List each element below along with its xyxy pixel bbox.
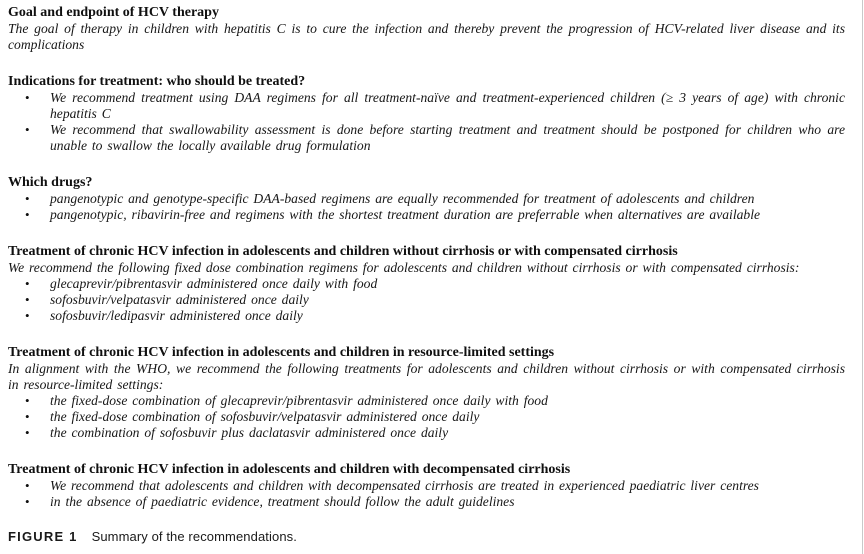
scan-edge-artifact — [862, 0, 863, 554]
recommendation-section — [8, 345, 845, 441]
bullet-text: We recommend that swallowability assessment is done before starting treatment and treatment should be postponed for children who are unable to swallow the locally available drug formulation — [50, 122, 845, 153]
bullet-icon: • — [25, 292, 30, 307]
recommendation-section — [8, 5, 845, 53]
bullet-icon: • — [25, 276, 30, 291]
section-intro: In alignment with the WHO, we recommend the following treatments for adolescents and children without cirrhosis or with compensated cirrhosis in resource-limited settings: — [8, 361, 845, 392]
bullet-icon: • — [25, 191, 30, 206]
bullet-item — [8, 393, 845, 409]
bullet-icon: • — [25, 207, 30, 222]
bullet-item — [8, 276, 845, 292]
section-heading: Which drugs? — [8, 175, 93, 190]
section-bullet-list — [8, 393, 845, 441]
section-intro: We recommend the following fixed dose combination regimens for adolescents and children without cirrhosis or with compensated cirrhosis: — [8, 260, 800, 275]
recommendation-section — [8, 74, 845, 154]
bullet-item — [8, 207, 845, 223]
bullet-item — [8, 191, 845, 207]
bullet-text: sofosbuvir/ledipasvir administered once daily — [50, 308, 303, 323]
section-bullet-list — [8, 90, 845, 154]
bullet-text: the fixed-dose combination of sofosbuvir/velpatasvir administered once daily — [50, 409, 480, 424]
bullet-item — [8, 409, 845, 425]
bullet-icon: • — [25, 478, 30, 493]
bullet-item — [8, 478, 845, 494]
bullet-icon: • — [25, 308, 30, 323]
bullet-text: sofosbuvir/velpatasvir administered once daily — [50, 292, 309, 307]
section-heading: Indications for treatment: who should be treated? — [8, 74, 306, 89]
section-heading: Goal and endpoint of HCV therapy — [8, 5, 219, 20]
bullet-text: the fixed-dose combination of glecaprevir/pibrentasvir administered once daily with food — [50, 393, 548, 408]
bullet-text: pangenotypic and genotype-specific DAA-based regimens are equally recommended for treatment of adolescents and children — [50, 191, 755, 206]
section-bullet-list — [8, 478, 845, 510]
figure-caption-label: FIGURE 1 — [8, 529, 78, 544]
bullet-text: the combination of sofosbuvir plus daclatasvir administered once daily — [50, 425, 449, 440]
bullet-item — [8, 90, 845, 122]
bullet-icon: • — [25, 409, 30, 424]
bullet-item — [8, 494, 845, 510]
bullet-text: We recommend treatment using DAA regimens for all treatment-naïve and treatment-experienced children (≥ 3 years of age) with chronic hepatitis C — [50, 90, 845, 121]
bullet-item — [8, 292, 845, 308]
bullet-icon: • — [25, 90, 30, 105]
bullet-text: in the absence of paediatric evidence, treatment should follow the adult guidelines — [50, 494, 515, 509]
section-heading: Treatment of chronic HCV infection in adolescents and children in resource-limited settings — [8, 345, 555, 360]
bullet-text: glecaprevir/pibrentasvir administered once daily with food — [50, 276, 378, 291]
recommendations-box — [8, 5, 845, 510]
section-bullet-list — [8, 276, 845, 324]
recommendation-section — [8, 175, 845, 223]
bullet-item — [8, 308, 845, 324]
bullet-item — [8, 425, 845, 441]
recommendation-section — [8, 244, 845, 324]
bullet-text: We recommend that adolescents and children with decompensated cirrhosis are treated in experienced paediatric liver centres — [50, 478, 759, 493]
section-bullet-list — [8, 191, 845, 223]
figure-caption — [8, 529, 845, 544]
bullet-item — [8, 122, 845, 154]
section-heading: Treatment of chronic HCV infection in adolescents and children without cirrhosis or with compensated cirrhosis — [8, 244, 678, 259]
bullet-text: pangenotypic, ribavirin-free and regimens with the shortest treatment duration are preferrable when alternatives are available — [50, 207, 761, 222]
bullet-icon: • — [25, 494, 30, 509]
bullet-icon: • — [25, 425, 30, 440]
section-heading: Treatment of chronic HCV infection in adolescents and children with decompensated cirrhosis — [8, 462, 571, 477]
recommendation-section — [8, 462, 845, 510]
bullet-icon: • — [25, 122, 30, 137]
bullet-icon: • — [25, 393, 30, 408]
figure-caption-text: Summary of the recommendations. — [91, 529, 297, 544]
section-intro: The goal of therapy in children with hepatitis C is to cure the infection and thereby prevent the progression of HCV-related liver disease and its complications — [8, 21, 845, 52]
